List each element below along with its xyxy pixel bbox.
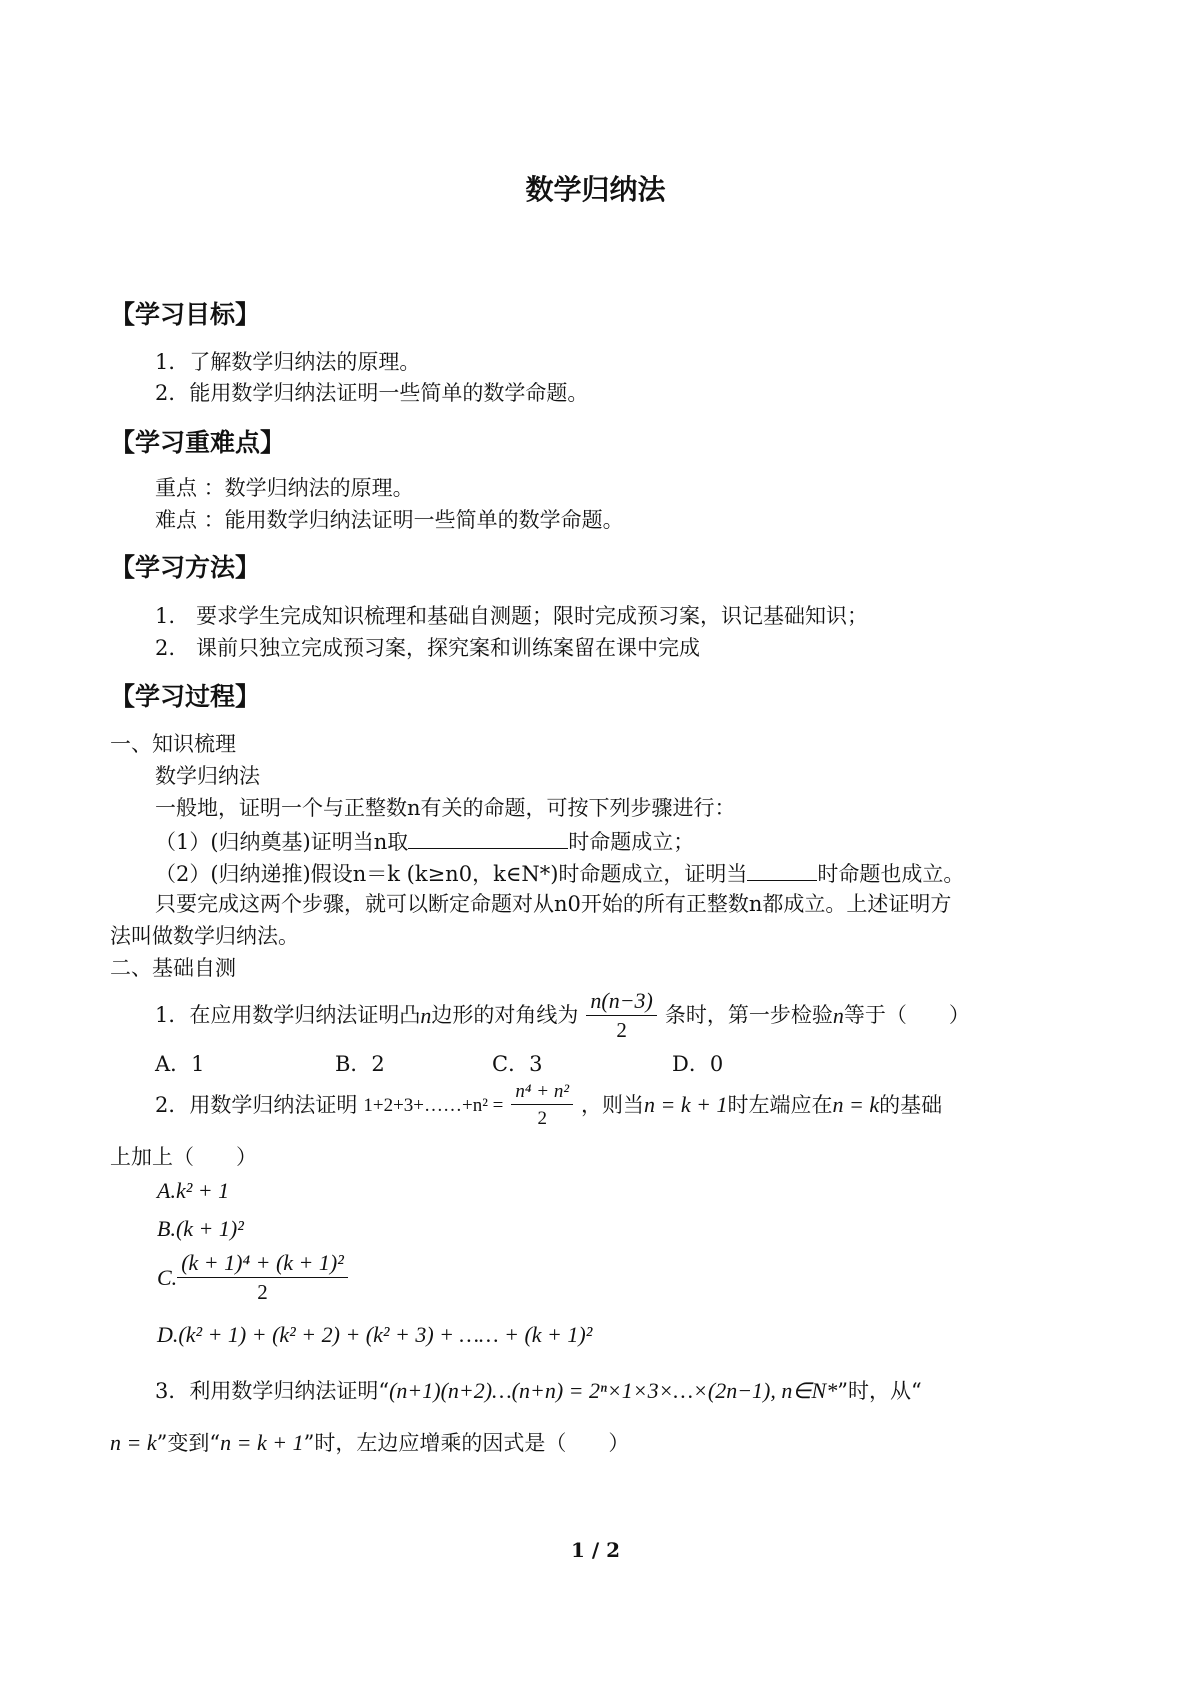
paragraph: 一般地，证明一个与正整数n有关的命题，可按下列步骤进行：: [155, 796, 736, 820]
option-c: [157, 1252, 348, 1303]
subheading: 数学归纳法: [155, 764, 260, 788]
numerator: n(n−3): [586, 990, 657, 1016]
difficult-point: 难点 ：能用数学归纳法证明一些简单的数学命题。: [155, 508, 624, 532]
text: （1）(归纳奠基)证明当n取: [155, 830, 409, 854]
text: 条时，第一步检验: [664, 1003, 833, 1027]
formula: n = k + 1: [644, 1092, 728, 1117]
text: 2．用数学归纳法证明: [155, 1092, 358, 1117]
option-b: B.(k + 1)²: [157, 1216, 244, 1241]
text: 1．在应用数学归纳法证明凸: [155, 1003, 421, 1027]
text: ”时，从“: [837, 1379, 922, 1403]
part-heading: 一、知识梳理: [110, 732, 236, 756]
text: ”变到“: [156, 1431, 221, 1455]
question-3: [155, 1380, 922, 1402]
formula: n = k: [832, 1092, 880, 1117]
option-d: D.(k² + 1) + (k² + 2) + (k² + 3) + …… + (k + 1)²: [157, 1322, 593, 1347]
paragraph: 法叫做数学归纳法。: [110, 924, 299, 948]
step-1: [155, 830, 694, 853]
paragraph: 只要完成这两个步骤，就可以断定命题对从n0开始的所有正整数n都成立。上述证明方: [155, 892, 952, 916]
denominator: 2: [257, 1280, 268, 1304]
heading-goals: 【学习目标】: [110, 300, 261, 329]
text: 3．利用数学归纳法证明“: [155, 1379, 390, 1403]
question-2: [155, 1082, 942, 1128]
var-n: n: [420, 1002, 432, 1028]
method-item: 1. 要求学生完成知识梳理和基础自测题；限时完成预习案，识记基础知识；: [155, 604, 869, 628]
formula: n = k: [110, 1430, 157, 1455]
fraction: [177, 1252, 348, 1303]
goal-item: 1．了解数学归纳法的原理。: [155, 350, 421, 374]
fill-blank[interactable]: [408, 830, 568, 849]
var-n: n: [832, 1002, 844, 1028]
part-heading: 二、基础自测: [110, 956, 236, 980]
key-point: 重点 ：数学归纳法的原理。: [155, 476, 414, 500]
heading-key-points: 【学习重难点】: [110, 428, 286, 457]
goal-item: 2．能用数学归纳法证明一些简单的数学命题。: [155, 381, 589, 405]
text: 时命题成立；: [568, 830, 695, 854]
option-a: A.k² + 1: [157, 1178, 230, 1203]
text: ，则当: [581, 1092, 645, 1117]
formula: 1+2+3+……+n² =: [363, 1094, 504, 1116]
formula: n = k + 1: [220, 1430, 304, 1455]
fraction: [511, 1082, 573, 1128]
text: 等于（ ）: [843, 1003, 970, 1027]
numerator: (k + 1)⁴ + (k + 1)²: [177, 1252, 348, 1278]
text: （2）(归纳递推)假设n＝k (k≥n0，k∈N*)时命题成立，证明当: [155, 862, 748, 886]
option-b: B．2: [335, 1052, 385, 1076]
text: 时命题也成立。: [817, 862, 965, 886]
step-2: [155, 862, 964, 885]
text: 的基础: [879, 1092, 943, 1117]
option-d: D．0: [672, 1052, 724, 1076]
option-a: A．1: [155, 1052, 205, 1076]
heading-process: 【学习过程】: [110, 682, 261, 711]
page-number: 1 / 2: [570, 1538, 621, 1562]
method-item: 2. 课前只独立完成预习案，探究案和训练案留在课中完成: [155, 636, 701, 660]
denominator: 2: [616, 1018, 627, 1042]
denominator: 2: [537, 1108, 547, 1129]
fill-blank[interactable]: [747, 862, 817, 881]
question-1: [155, 990, 970, 1041]
fraction: [586, 990, 657, 1041]
text: 时左端应在: [727, 1092, 833, 1117]
label: C.: [157, 1264, 178, 1290]
text: 上加上（ ）: [110, 1145, 257, 1169]
numerator: n⁴ + n²: [511, 1082, 573, 1105]
question-3-cont: [110, 1432, 629, 1454]
heading-methods: 【学习方法】: [110, 553, 261, 582]
text: ”时，左边应增乘的因式是（ ）: [303, 1431, 630, 1455]
formula: (n+1)(n+2)…(n+n) = 2ⁿ×1×3×…×(2n−1), n∈N*: [389, 1378, 838, 1403]
page-title: 数学归纳法: [525, 173, 666, 206]
text: 边形的对角线为: [431, 1003, 579, 1027]
option-c: C．3: [492, 1052, 543, 1076]
